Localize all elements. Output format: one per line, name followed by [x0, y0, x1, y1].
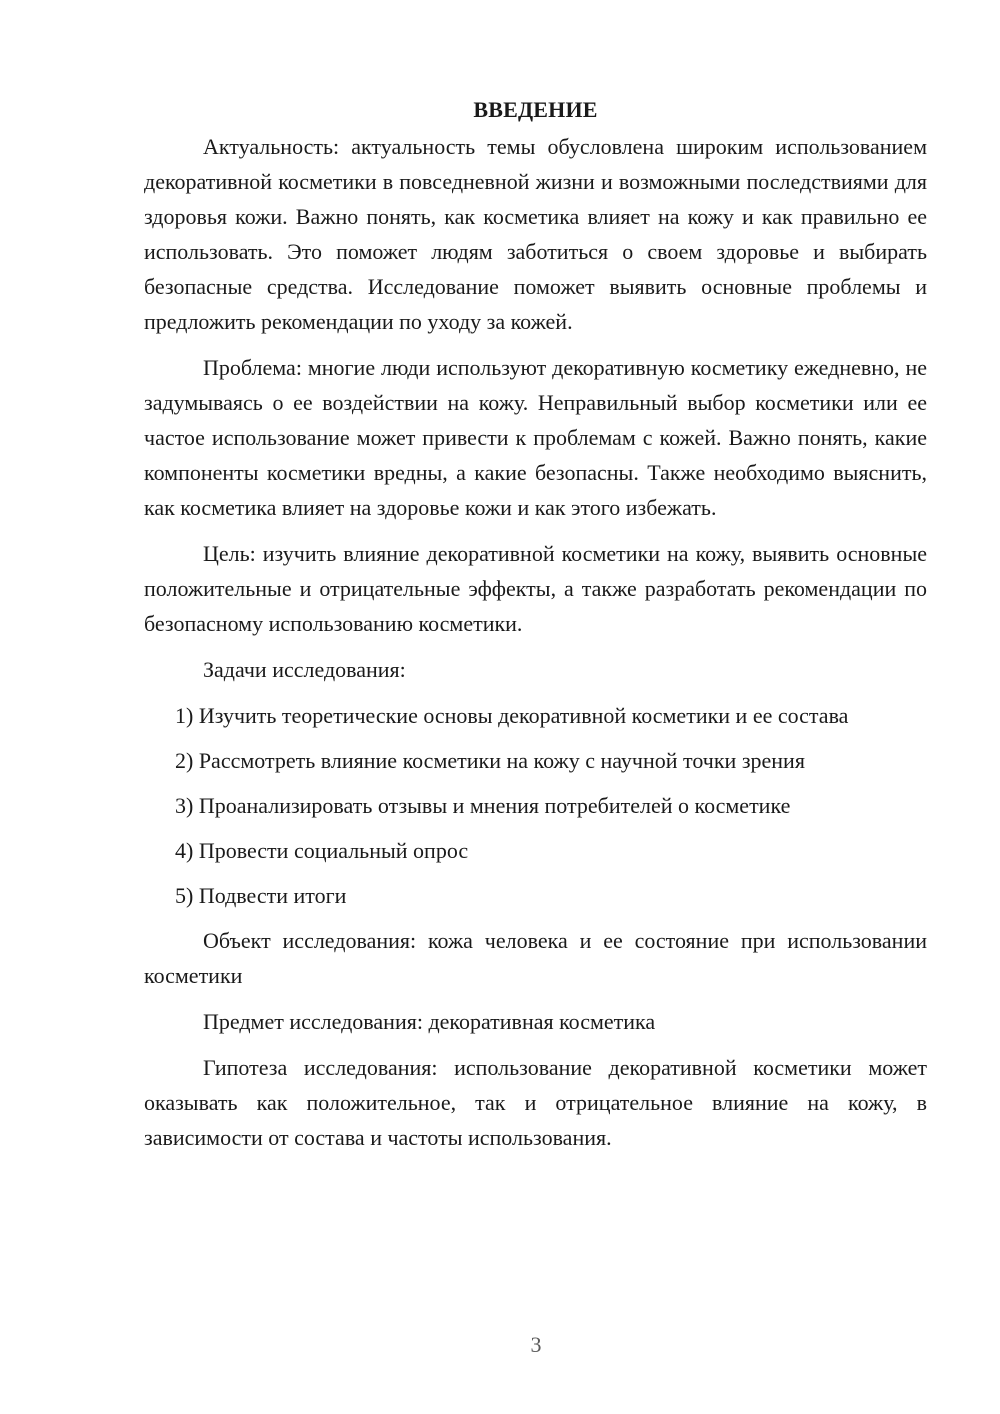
task-item-3: 3) Проанализировать отзывы и мнения потребителей о косметике — [175, 793, 791, 818]
section-heading: ВВЕДЕНИЕ — [473, 97, 598, 122]
task-item-4: 4) Провести социальный опрос — [175, 838, 469, 863]
page-number: 3 — [530, 1332, 542, 1357]
relevance-paragraph: Актуальность: актуальность темы обусловлена широким использованием декоративной косметики в повседневной жизни и возможными последствиями для здоровья кожи. Важно понять, как косметика влияет на кожу и как правильно ее использовать. Это поможет людям заботиться о своем здоровье и выбирать безопасные средства. Исследование поможет выявить основные проблемы и предложить рекомендации по уходу за кожей. — [144, 134, 927, 334]
subject-paragraph: Предмет исследования: декоративная косметика — [203, 1009, 656, 1034]
page-body — [144, 92, 927, 1166]
task-item-1: 1) Изучить теоретические основы декоративной косметики и ее состава — [175, 703, 849, 728]
hypothesis-paragraph: Гипотеза исследования: использование декоративной косметики может оказывать как положительное, так и отрицательное влияние на кожу, в зависимости от состава и частоты использования. — [144, 1055, 927, 1150]
task-item-5: 5) Подвести итоги — [175, 883, 347, 908]
tasks-list — [144, 698, 927, 913]
task-item-2: 2) Рассмотреть влияние косметики на кожу с научной точки зрения — [175, 748, 805, 773]
goal-paragraph: Цель: изучить влияние декоративной косметики на кожу, выявить основные положительные и отрицательные эффекты, а также разработать рекомендации по безопасному использованию косметики. — [144, 541, 927, 636]
object-paragraph: Объект исследования: кожа человека и ее состояние при использовании косметики — [144, 928, 927, 988]
problem-paragraph: Проблема: многие люди используют декоративную косметику ежедневно, не задумываясь о ее воздействии на кожу. Неправильный выбор косметики или ее частое использование может привести к проблемам с кожей. Важно понять, какие компоненты косметики вредны, а какие безопасны. Также необходимо выяснить, как косметика влияет на здоровье кожи и как этого избежать. — [144, 355, 927, 520]
tasks-title: Задачи исследования: — [203, 657, 406, 682]
